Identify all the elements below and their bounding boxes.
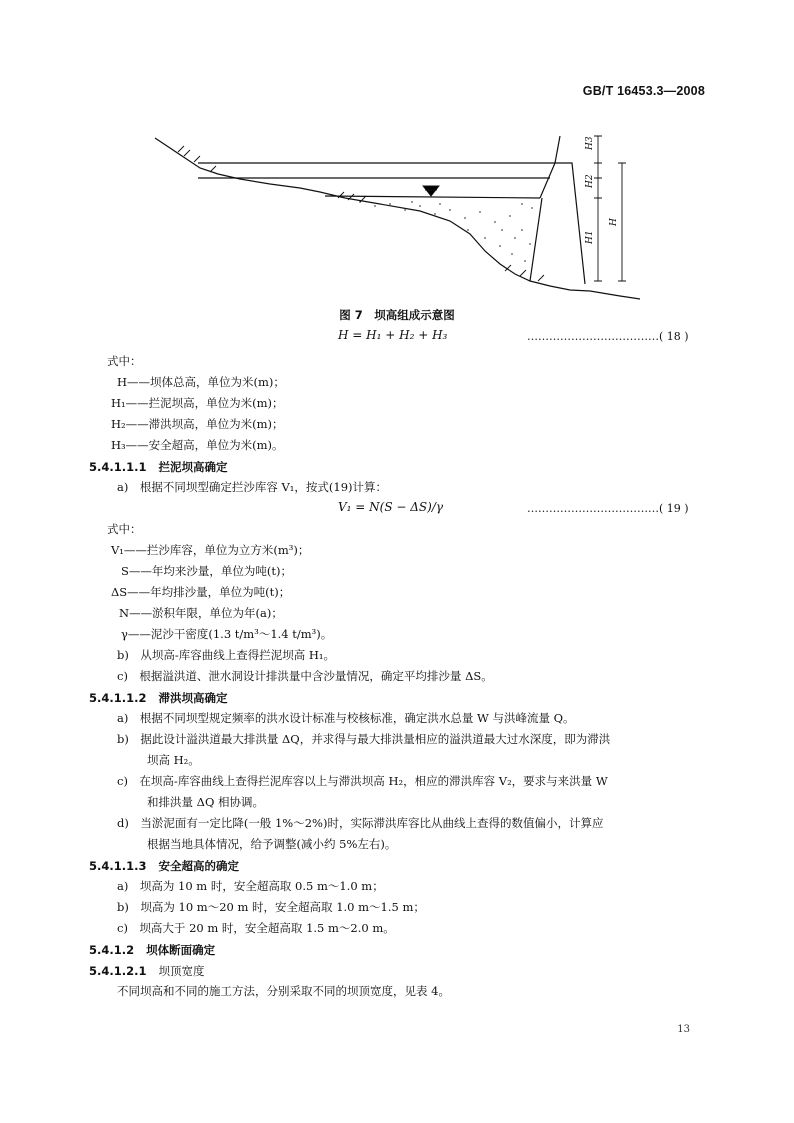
list-item: d) 当淤泥面有一定比降(一般 1%～2%)时，实际滞洪库容比从曲线上查得的数值偏小，计算应 — [117, 816, 604, 830]
list-item: b) 坝高为 10 m～20 m 时，安全超高取 1.0 m～1.5 m； — [117, 900, 425, 914]
variable-definition: V₁——拦沙库容，单位为立方米(m³)； — [111, 543, 310, 557]
list-item: c) 在坝高-库容曲线上查得拦泥库容以上与滞洪坝高 H₂，相应的滞洪库容 V₂，要求与来洪量 W — [117, 774, 608, 788]
section-heading: 5.4.1.1.1 拦泥坝高确定 — [89, 460, 228, 474]
variable-definition: S——年均来沙量，单位为吨(t)； — [121, 564, 292, 578]
where-label: 式中： — [107, 354, 142, 368]
paragraph: 不同坝高和不同的施工方法，分别采取不同的坝顶宽度，见表 4。 — [117, 984, 450, 998]
list-item: b) 从坝高-库容曲线上查得拦泥坝高 H₁。 — [117, 648, 336, 662]
section-heading: 5.4.1.1.3 安全超高的确定 — [89, 859, 239, 873]
page-number: 13 — [677, 1024, 690, 1035]
equation-19-number: ( 19 ) — [659, 502, 689, 515]
list-item-continuation: 根据当地具体情况，给予调整(减小约 5%左右)。 — [147, 837, 397, 851]
where-label: 式中： — [107, 522, 142, 536]
equation-18: H = H₁ + H₂ + H₃ — [338, 328, 448, 342]
label-h: H — [609, 218, 619, 226]
variable-definition: H₂——滞洪坝高，单位为米(m)； — [111, 417, 284, 431]
list-item: b) 据此设计溢洪道最大排洪量 ΔQ，并求得与最大排洪量相应的溢洪道最大过水深度，即为滞洪 — [117, 732, 611, 746]
equation-18-leader: ………………………………( 18 ) — [527, 330, 689, 343]
dam-height-diagram — [150, 126, 670, 306]
section-heading: 5.4.1.2.1 坝顶宽度 — [89, 964, 205, 978]
section-heading: 5.4.1.2 坝体断面确定 — [89, 943, 216, 957]
list-item: c) 坝高大于 20 m 时，安全超高取 1.5 m～2.0 m。 — [117, 921, 395, 935]
variable-definition: ΔS——年均排沙量，单位为吨(t)； — [111, 585, 291, 599]
label-h1: H1 — [585, 230, 595, 244]
equation-19: V₁ = N(S − ΔS)/γ — [338, 500, 444, 514]
standard-number: GB/T 16453.3—2008 — [582, 84, 705, 98]
variable-definition: N——淤积年限，单位为年(a)； — [119, 606, 283, 620]
variable-definition: γ——泥沙干密度(1.3 t/m³～1.4 t/m³)。 — [121, 627, 333, 641]
list-item-continuation: 和排洪量 ΔQ 相协调。 — [147, 795, 265, 809]
list-item: a) 根据不同坝型确定拦沙库容 V₁，按式(19)计算： — [117, 480, 388, 494]
list-item-continuation: 坝高 H₂。 — [147, 753, 200, 767]
equation-19-leader: ………………………………( 19 ) — [527, 502, 689, 515]
section-heading: 5.4.1.1.2 滞洪坝高确定 — [89, 691, 228, 705]
equation-18-number: ( 18 ) — [659, 330, 689, 343]
label-h3: H3 — [585, 136, 595, 150]
list-item: a) 坝高为 10 m 时，安全超高取 0.5 m～1.0 m； — [117, 879, 384, 893]
variable-definition: H₁——拦泥坝高，单位为米(m)； — [111, 396, 284, 410]
variable-definition: H——坝体总高，单位为米(m)； — [117, 375, 285, 389]
figure-caption: 图 7 坝高组成示意图 — [339, 308, 455, 322]
list-item: a) 根据不同坝型规定频率的洪水设计标准与校核标准，确定洪水总量 W 与洪峰流量 Q。 — [117, 711, 575, 725]
list-item: c) 根据溢洪道、泄水洞设计排洪量中含沙量情况，确定平均排沙量 ΔS。 — [117, 669, 493, 683]
variable-definition: H₃——安全超高，单位为米(m)。 — [111, 438, 284, 452]
label-h2: H2 — [585, 174, 595, 188]
